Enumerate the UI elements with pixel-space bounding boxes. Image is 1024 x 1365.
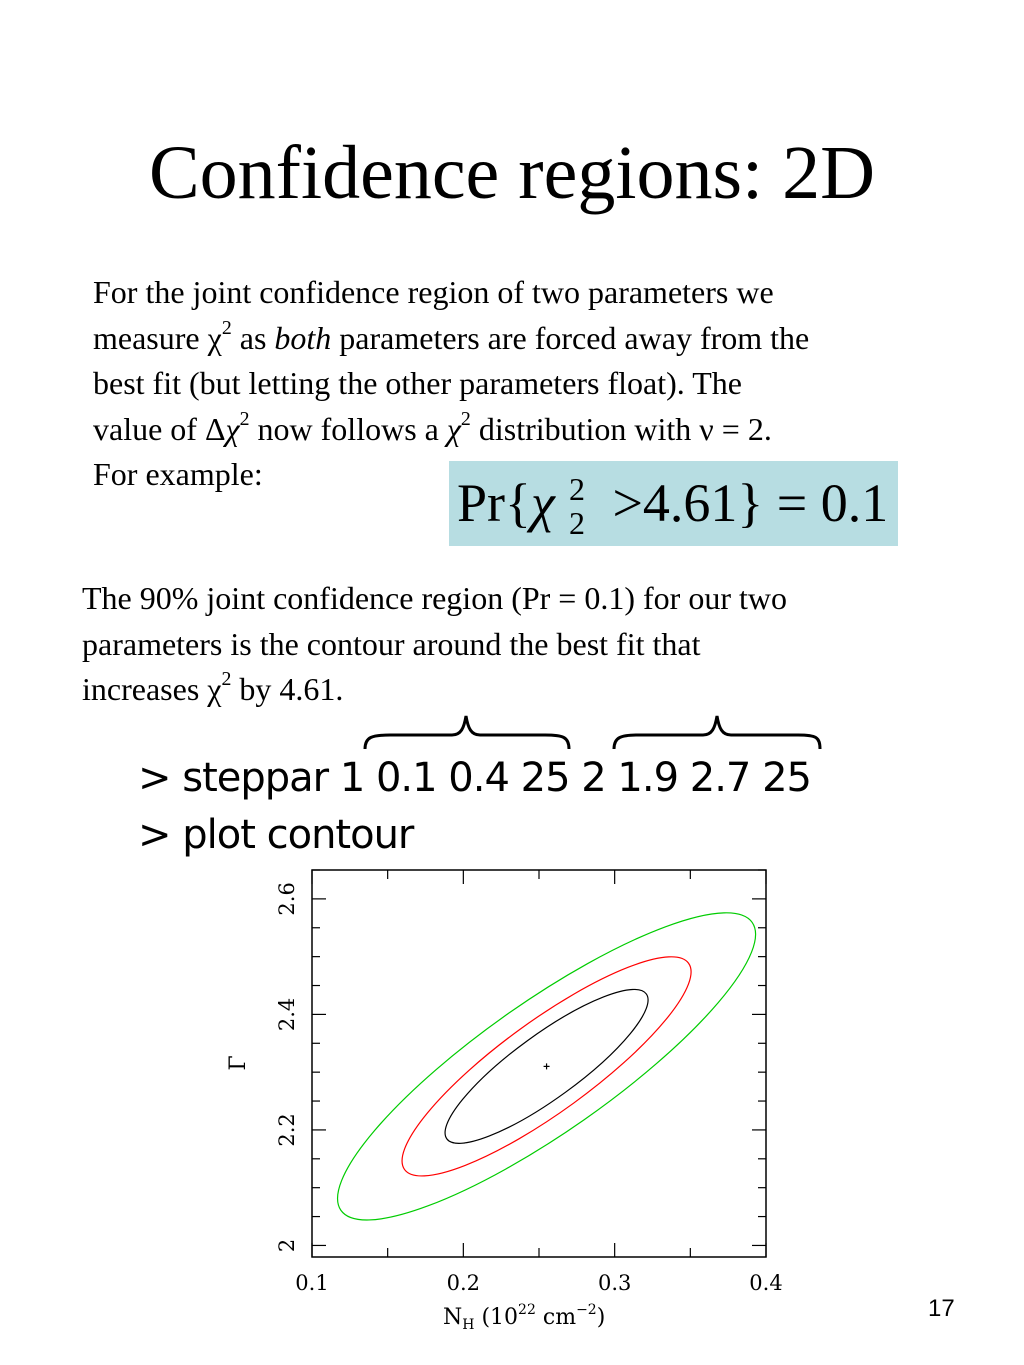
- intro-line-2: measure $\chi^2$ as both parameters are forced away from the: [93, 316, 810, 356]
- best-fit-marker: [544, 1063, 550, 1069]
- region-line-3: increases $\chi^2$ by 4.61.: [82, 668, 344, 707]
- slide-title: Confidence regions: 2D: [148, 131, 876, 215]
- brace-param-2: [614, 716, 820, 749]
- plot-command: > plot contour: [138, 812, 414, 858]
- region-line-1: The 90% joint confidence region (Pr = 0.1) for our two: [82, 580, 787, 616]
- x-tick-label: 0.1: [295, 1271, 329, 1295]
- x-tick-label: 0.3: [597, 1271, 632, 1295]
- x-tick-label: 0.2: [446, 1271, 481, 1295]
- y-tick-label: 2: [275, 1238, 299, 1253]
- contour-0: [428, 968, 665, 1165]
- axis-labels: [226, 882, 783, 1333]
- contour-lines: [304, 869, 790, 1264]
- formula-chi: χ 2 2: [530, 471, 585, 541]
- intro-line-1: For the joint confidence region of two parameters we: [93, 274, 774, 310]
- y-tick-label: 2.2: [275, 1113, 299, 1147]
- contour-2: [304, 869, 790, 1264]
- slide-number: 17: [928, 1295, 955, 1322]
- x-axis-label: $N_H$ ($10^{22}$ $cm^{-2}$): [443, 1302, 606, 1333]
- formula-pre: Pr{: [457, 473, 531, 533]
- plot-frame: [312, 870, 766, 1257]
- axis-ticks: [312, 870, 766, 1257]
- brace-param-1: [365, 716, 569, 749]
- intro-line-4: value of $\Delta\chi^2$ now follows a $\chi^2$ distribution with ν = 2.: [93, 407, 772, 447]
- intro-line-3: best fit (but letting the other parameters float). The: [93, 365, 742, 401]
- region-line-2: parameters is the contour around the best fit that: [82, 625, 701, 662]
- steppar-command: > steppar 1 0.1 0.4 25 2 1.9 2.7 25: [138, 755, 811, 801]
- intro-line-5: For example:: [93, 456, 263, 492]
- y-axis-label: Γ: [226, 1055, 251, 1071]
- formula-post: >4.61} = 0.1: [598, 473, 889, 533]
- x-tick-label: 0.4: [749, 1271, 783, 1295]
- contour-1: [378, 926, 716, 1206]
- y-tick-label: 2.6: [275, 882, 299, 916]
- y-tick-label: 2.4: [275, 997, 299, 1032]
